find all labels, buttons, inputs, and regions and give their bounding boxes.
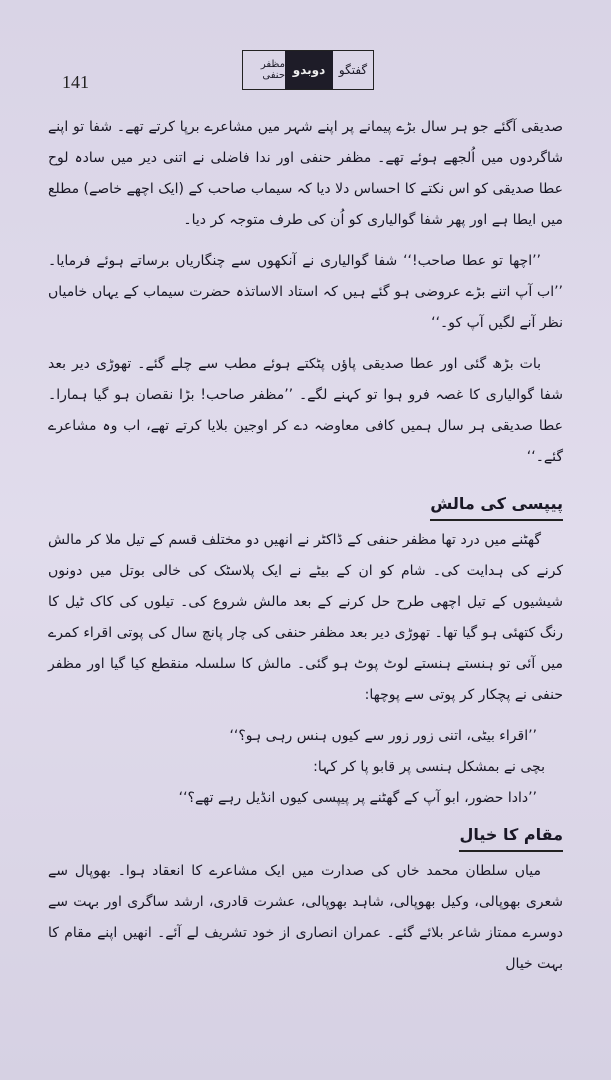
paragraph-4: گھٹنے میں درد تھا مظفر حنفی کے ڈاکٹر نے انھیں دو مختلف قسم کے تیل ملا کر مالش کرنے کی ہدایت کی۔ شام کو ان کے بیٹے نے ایک پلاسٹک کی خالی بوتل میں دونوں شیشیوں کے تیل اچھی طرح حل کرنے کے بعد مالش شروع کی۔ تیلوں کی کاک ٹیل کا رنگ کتھئی ہو گیا تھا۔ تھوڑی دیر بعد مظفر حنفی کی چار پانچ سال کی پوتی اقراء کمرے میں آئی تو ہنستے ہنستے لوٹ پوٹ ہو گئی۔ مالش کا سلسلہ منقطع کیا گیا اور مظفر حنفی نے پچکار کر پوتی سے پوچھا: [48, 532, 563, 703]
paragraph-1: صدیقی آگئے جو ہر سال بڑے پیمانے پر اپنے شہر میں مشاعرے برپا کرتے تھے۔ شفا تو اپنے شاگردوں میں اُلجھے ہوئے تھے۔ مظفر حنفی اور ندا فاضلی نے اتنی دیر میں سادہ لوح عطا صدیقی کو اس نکتے کا احساس دلا دیا کہ سیماب صاحب کے (ایک اچھے خاصے) مطلع میں ایطا ہے اور پھر شفا گوالیاری کو اُن کی طرف متوجہ کر دیا۔ [48, 119, 563, 228]
paragraph-2: ’’اچھا تو عطا صاحب!‘‘ شفا گوالیاری نے آنکھوں سے چنگاریاں برساتے ہوئے فرمایا۔ ’’اب آپ اتنے بڑے عروضی ہو گئے ہیں کہ استاد الاساتذہ حضرت سیماب کے یہاں خامیاں نظر آنے لگیں آپ کو۔‘‘ [48, 253, 563, 331]
heading-pepsi-ki-malish: پیپسی کی مالش [430, 489, 563, 521]
section-heading-maqam [48, 814, 563, 856]
running-header-box [242, 50, 374, 90]
quote-2: بچی نے بمشکل ہنسی پر قابو پا کر کہا: [313, 759, 545, 775]
paragraph-3: بات بڑھ گئی اور عطا صدیقی پاؤں پٹکتے ہوئے مطب سے چلے گئے۔ تھوڑی دیر بعد شفا گوالیاری کا غصہ فرو ہوا تو کہنے لگے۔ ’’مظفر صاحب! بڑا نقصان ہو گیا ہمارا۔ عطا صدیقی ہر سال ہمیں کافی معاوضہ دے کر اوجین بلایا کرتے تھے، اب وہ مشاعرے گئے۔‘‘ [48, 356, 563, 465]
section-heading-pepsi [48, 483, 563, 525]
header-label-dobadu: دوبدو [285, 51, 333, 89]
paragraph-5: میاں سلطان محمد خاں کی صدارت میں ایک مشاعرے کا انعقاد ہوا۔ بھوپال سے شعری بھوپالی، وکیل بھوپالی، شاہد بھوپالی، عشرت قادری، ارشد ساگری اور بہت سے دوسرے ممتاز شاعر بلائے گئے۔ عمران انصاری از خود تشریف لے آئے۔ انھیں اپنے مقام کا بہت خیال [48, 863, 563, 972]
header-label-author: مظفر حنفی [260, 59, 285, 81]
page-number: 141 [62, 72, 89, 92]
header-label-guftagu: گفتگو [338, 63, 368, 77]
page-body [48, 112, 563, 990]
heading-maqam-ka-khayal: مقام کا خیال [459, 820, 563, 852]
quote-1: ’’اقراء بیٹی، اتنی زور زور سے کیوں ہنس رہی ہو؟‘‘ [229, 728, 537, 744]
quote-3: ’’دادا حضور، ابو آپ کے گھٹنے پر پیپسی کیوں انڈیل رہے تھے؟‘‘ [178, 790, 537, 806]
